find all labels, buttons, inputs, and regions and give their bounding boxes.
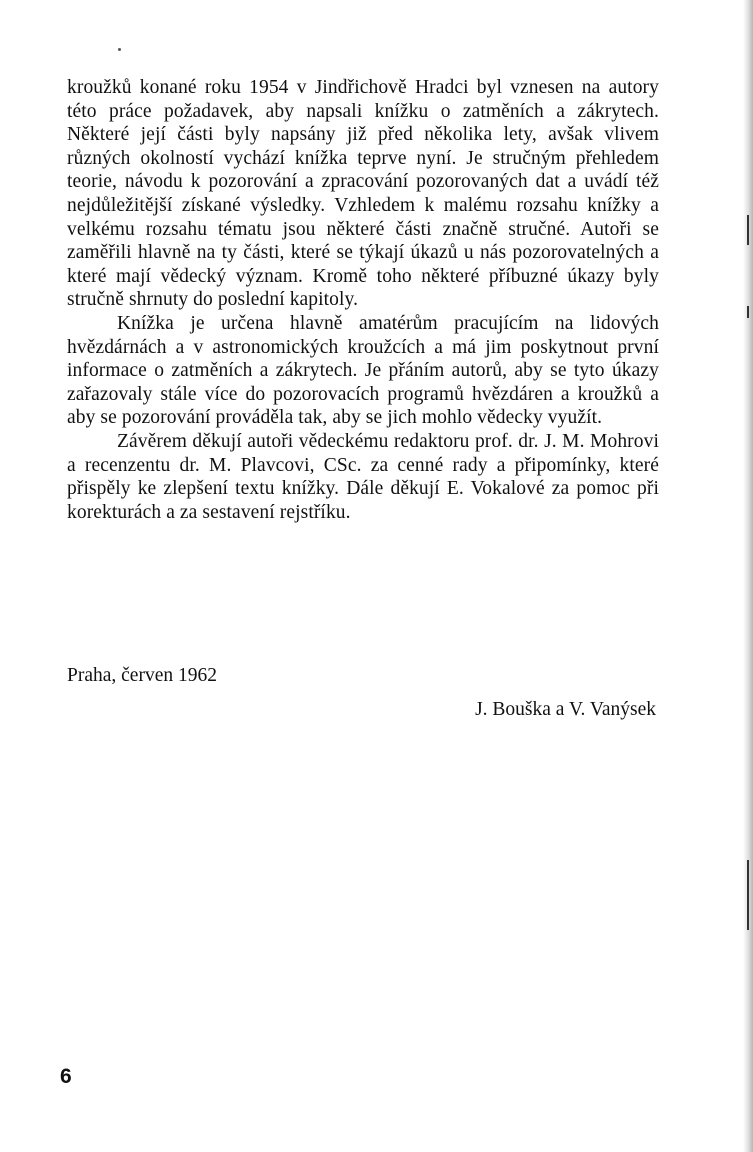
place-date: Praha, červen 1962: [67, 665, 217, 686]
paper-speck: [118, 48, 121, 51]
authors-signature: J. Bouška a V. Vanýsek: [475, 699, 656, 720]
preface-text: [67, 76, 659, 524]
paragraph-2: Knížka je určena hlavně amatérům pracujícím na lidových hvězdárnách a v astronomických kroužcích a má jim poskytnout první informace o zatměních a zákrytech. Je přáním autorů, aby se tyto úkazy zařazovaly stále více do pozorovacích programů hvězdáren a kroužků a aby se pozorování prováděla tak, aby se jich mohlo vědecky využít.: [67, 312, 659, 429]
page-number: 6: [60, 1065, 72, 1088]
paragraph-1: kroužků konané roku 1954 v Jindřichově Hradci byl vznesen na autory této práce požadavek, aby napsali knížku o zatměních a zákrytech. Některé její části byly napsány již před několika lety, avšak vlivem různých okolností vychází knížka teprve nyní. Je stručným přehledem teorie, návodu k pozorování a zpracování pozorovaných dat a uvádí též nejdůležitější získané výsledky. Vzhledem k malému rozsahu knížky a velkému rozsahu tématu jsou některé části značně stručné. Autoři se zaměřili hlavně na ty části, které se týkají úkazů u nás pozorovatelných a které mají vědecký význam. Kromě toho některé příbuzné úkazy byly stručně shrnuty do poslední kapitoly.: [67, 77, 659, 311]
page-edge-mark: [747, 215, 749, 245]
page-edge-mark: [747, 306, 749, 318]
page-edge-shadow: [743, 0, 753, 1152]
page-edge-mark: [747, 860, 749, 930]
paragraph-3: Závěrem děkují autoři vědeckému redaktoru prof. dr. J. M. Mohrovi a recenzentu dr. M. Plavcovi, CSc. za cenné rady a připomínky, které přispěly ke zlepšení textu knížky. Dále děkují E. Vokalové za pomoc při korekturách a za sestavení rejstříku.: [67, 430, 659, 523]
